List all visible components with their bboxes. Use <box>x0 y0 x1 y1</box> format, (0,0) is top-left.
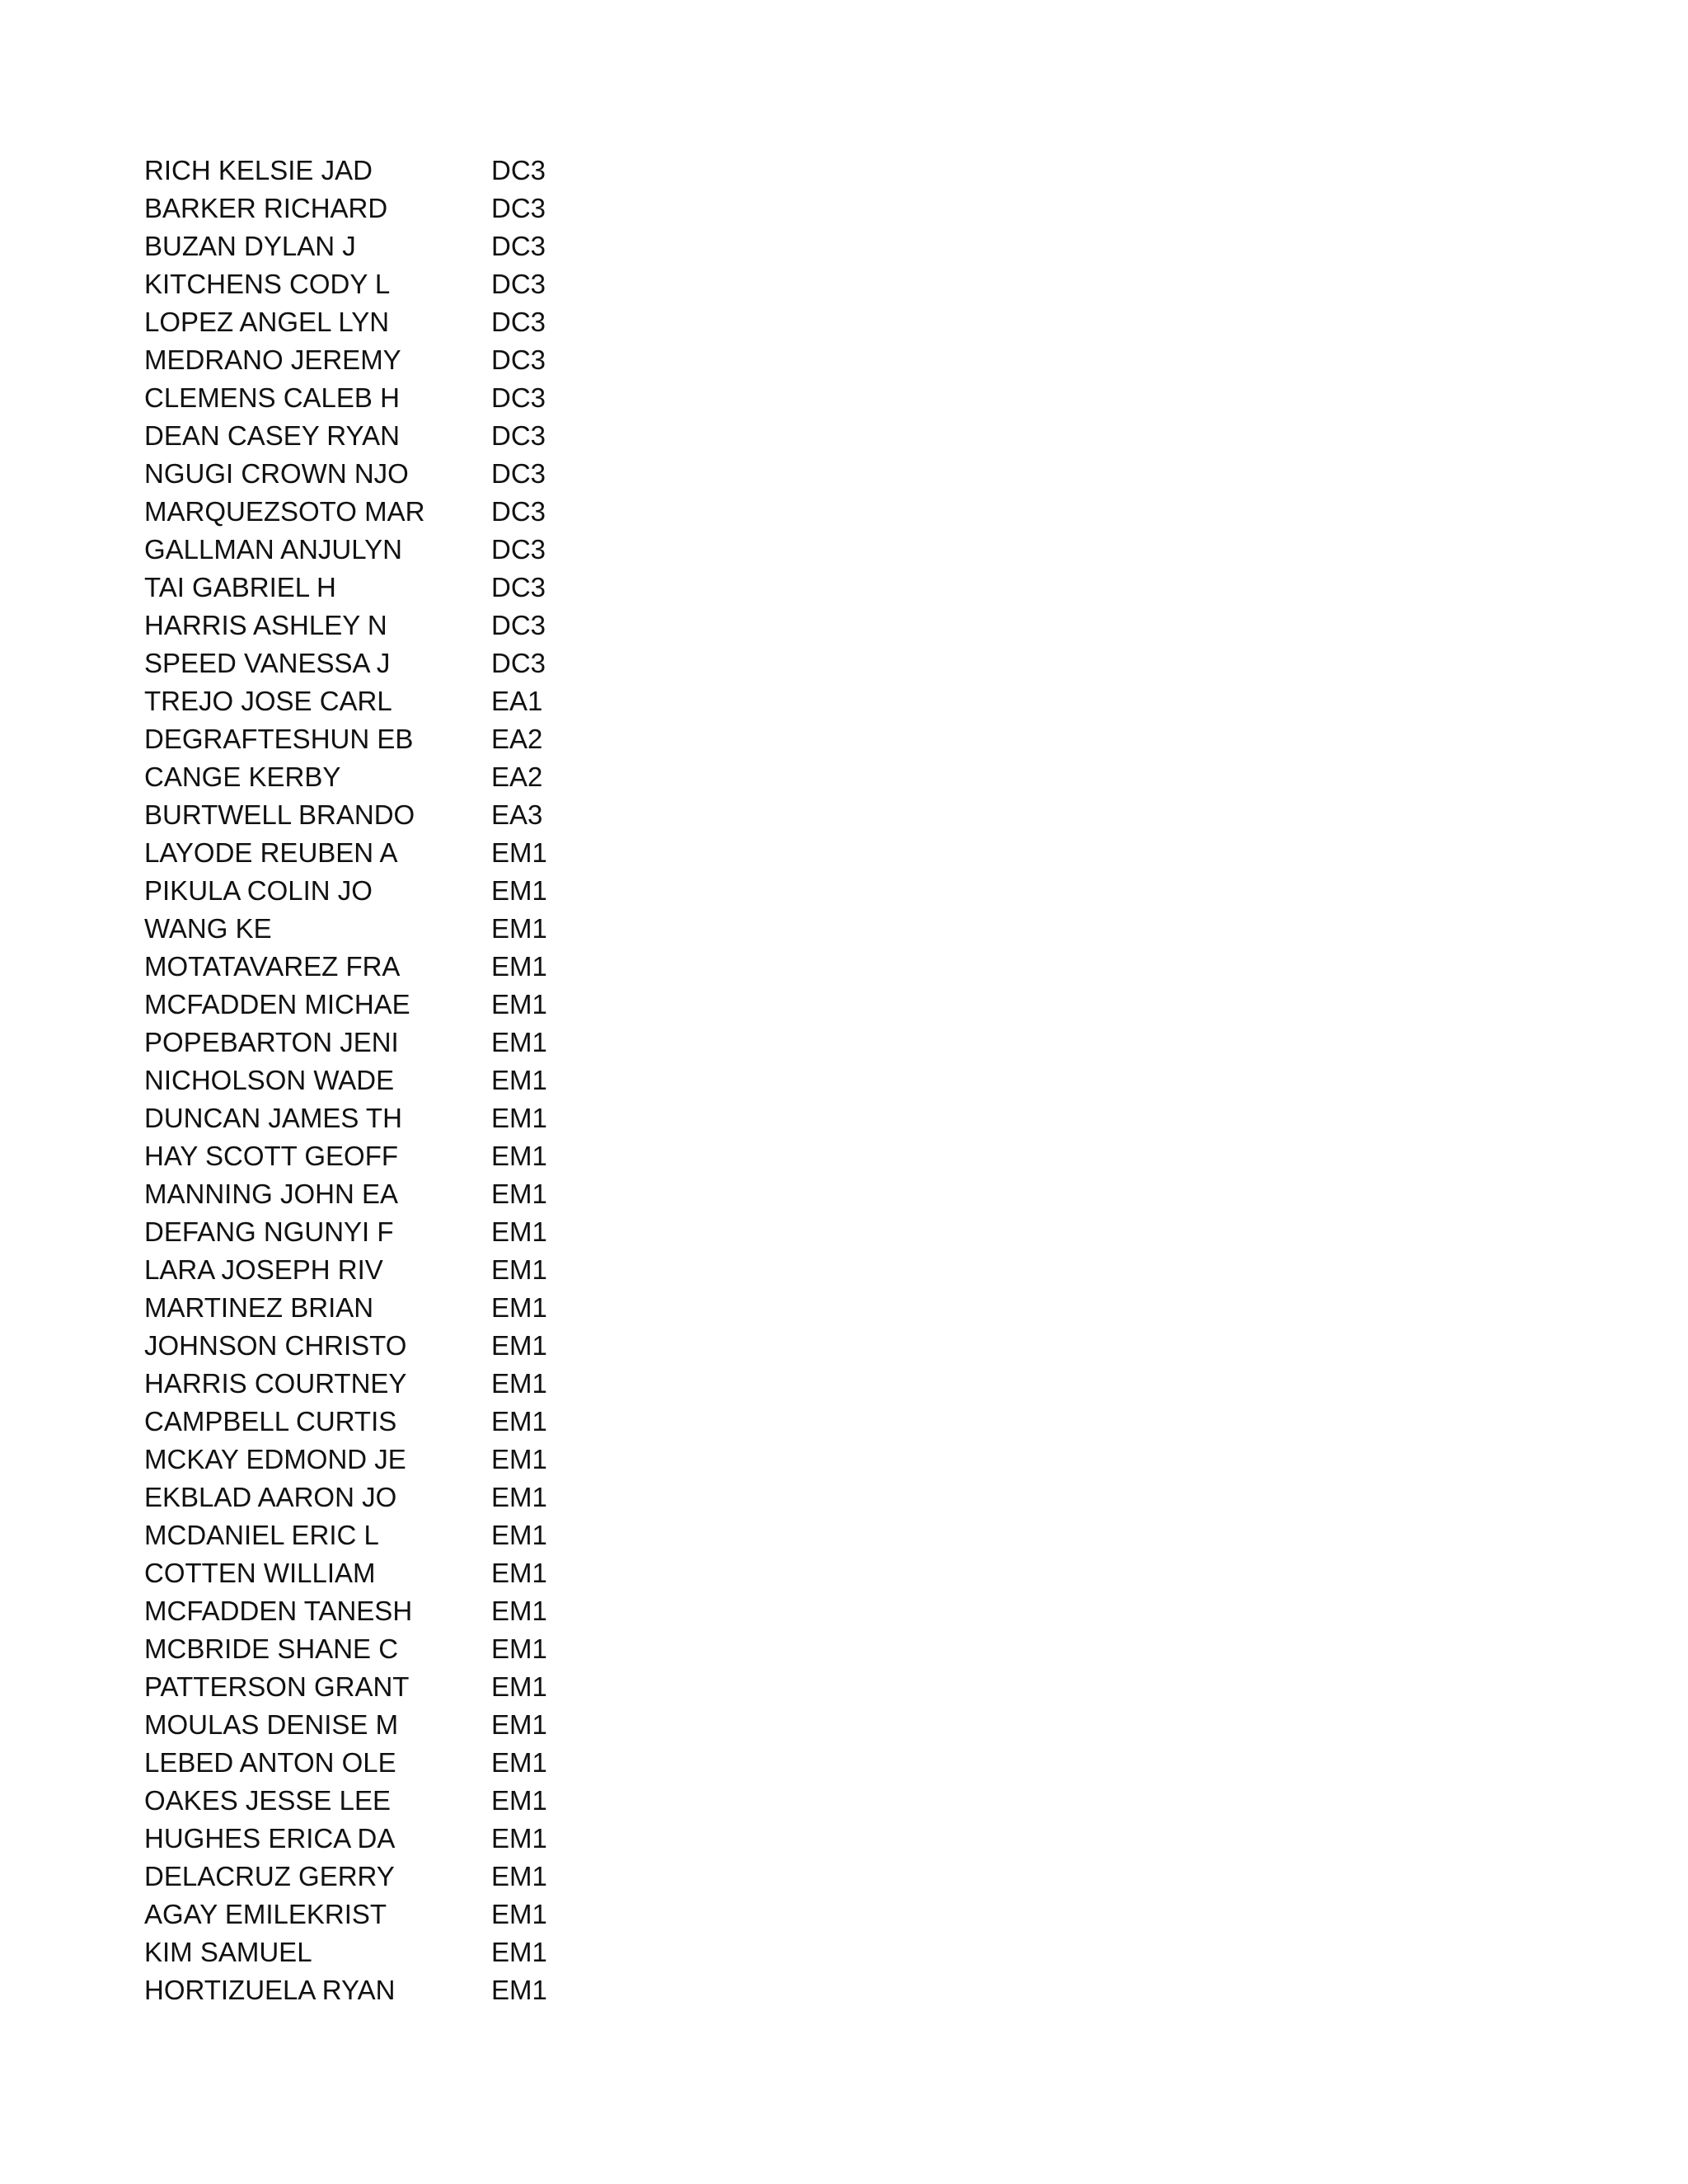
roster-row <box>144 1554 639 1592</box>
roster-code: DC3 <box>491 231 546 261</box>
roster-row <box>144 455 639 493</box>
roster-row <box>144 1175 639 1213</box>
roster-row <box>144 1441 639 1479</box>
roster-row <box>144 152 639 190</box>
roster-code: EM1 <box>491 1368 547 1399</box>
roster-code: EM1 <box>491 1861 547 1891</box>
roster-name: MCDANIEL ERIC L <box>144 1520 379 1550</box>
roster-name: HARRIS COURTNEY <box>144 1368 407 1399</box>
roster-row <box>144 1706 639 1744</box>
roster-code: EM1 <box>491 1027 547 1057</box>
roster-code: EM1 <box>491 837 547 868</box>
roster-name: DEFANG NGUNYI F <box>144 1216 394 1247</box>
roster-name: MARQUEZSOTO MAR <box>144 496 425 527</box>
roster-name: NICHOLSON WADE <box>144 1065 395 1095</box>
roster-row <box>144 569 639 607</box>
roster-name: COTTEN WILLIAM <box>144 1558 376 1588</box>
roster-code: DC3 <box>491 534 546 565</box>
roster-name: HAY SCOTT GEOFF <box>144 1141 399 1171</box>
roster-row <box>144 1820 639 1858</box>
roster-name: BUZAN DYLAN J <box>144 231 356 261</box>
roster-row <box>144 682 639 720</box>
roster-row <box>144 1213 639 1251</box>
roster-row <box>144 834 639 872</box>
roster-name: HORTIZUELA RYAN <box>144 1975 396 2005</box>
roster-name: KIM SAMUEL <box>144 1937 312 1967</box>
roster-name: MEDRANO JEREMY <box>144 344 401 375</box>
roster-code: DC3 <box>491 420 546 451</box>
roster-name: LARA JOSEPH RIV <box>144 1254 383 1285</box>
roster-name: MOTATAVAREZ FRA <box>144 951 401 982</box>
roster-row <box>144 1516 639 1554</box>
roster-code: EA1 <box>491 686 543 716</box>
roster-name: MOULAS DENISE M <box>144 1709 399 1740</box>
roster-row <box>144 265 639 303</box>
roster-code: EM1 <box>491 1065 547 1095</box>
roster-code: EA2 <box>491 724 543 754</box>
roster-row <box>144 607 639 644</box>
roster-row <box>144 1592 639 1630</box>
roster-row <box>144 1933 639 1971</box>
roster-code: EM1 <box>491 913 547 944</box>
roster-name: POPEBARTON JENI <box>144 1027 399 1057</box>
roster-name: PIKULA COLIN JO <box>144 875 373 906</box>
roster-name: CAMPBELL CURTIS <box>144 1406 397 1436</box>
roster-row <box>144 1668 639 1706</box>
roster-code: EM1 <box>491 1292 547 1323</box>
roster-code: EM1 <box>491 1899 547 1929</box>
roster-row <box>144 379 639 417</box>
roster-row <box>144 1365 639 1403</box>
roster-code: EM1 <box>491 1747 547 1778</box>
roster-name: BARKER RICHARD <box>144 193 388 223</box>
roster-code: DC3 <box>491 382 546 413</box>
roster-code: EM1 <box>491 1709 547 1740</box>
roster-name: TREJO JOSE CARL <box>144 686 392 716</box>
roster-row <box>144 1289 639 1327</box>
roster-code: DC3 <box>491 344 546 375</box>
roster-code: EA3 <box>491 799 543 830</box>
roster-code: EM1 <box>491 1141 547 1171</box>
roster-name: BURTWELL BRANDO <box>144 799 415 830</box>
roster-row <box>144 948 639 986</box>
roster-name: EKBLAD AARON JO <box>144 1482 397 1512</box>
roster-row <box>144 190 639 227</box>
roster-name: HARRIS ASHLEY N <box>144 610 387 640</box>
roster-row <box>144 1971 639 2009</box>
roster-row <box>144 1327 639 1365</box>
roster-code: EM1 <box>491 1179 547 1209</box>
roster-code: DC3 <box>491 155 546 185</box>
roster-name: TAI GABRIEL H <box>144 572 336 602</box>
roster-list <box>144 152 639 2009</box>
roster-name: CLEMENS CALEB H <box>144 382 400 413</box>
roster-row <box>144 303 639 341</box>
roster-code: EM1 <box>491 1482 547 1512</box>
roster-name: GALLMAN ANJULYN <box>144 534 402 565</box>
roster-code: EM1 <box>491 1937 547 1967</box>
roster-code: EM1 <box>491 1596 547 1626</box>
roster-name: SPEED VANESSA J <box>144 648 391 678</box>
roster-code: EM1 <box>491 1216 547 1247</box>
roster-name: MCFADDEN TANESH <box>144 1596 413 1626</box>
roster-code: EM1 <box>491 1823 547 1854</box>
roster-code: EA2 <box>491 762 543 792</box>
roster-code: EM1 <box>491 1330 547 1361</box>
roster-name: MCFADDEN MICHAE <box>144 989 410 1019</box>
roster-row <box>144 227 639 265</box>
roster-name: PATTERSON GRANT <box>144 1671 410 1702</box>
roster-row <box>144 1251 639 1289</box>
roster-name: HUGHES ERICA DA <box>144 1823 396 1854</box>
roster-row <box>144 1062 639 1099</box>
roster-row <box>144 1137 639 1175</box>
roster-name: MARTINEZ BRIAN <box>144 1292 374 1323</box>
roster-code: DC3 <box>491 496 546 527</box>
roster-name: LOPEZ ANGEL LYN <box>144 307 390 337</box>
roster-name: AGAY EMILEKRIST <box>144 1899 387 1929</box>
roster-code: EM1 <box>491 1785 547 1816</box>
roster-row <box>144 1024 639 1062</box>
roster-row <box>144 910 639 948</box>
roster-code: DC3 <box>491 572 546 602</box>
roster-row <box>144 758 639 796</box>
roster-name: WANG KE <box>144 913 272 944</box>
roster-code: EM1 <box>491 1406 547 1436</box>
roster-row <box>144 986 639 1024</box>
roster-row <box>144 1744 639 1782</box>
roster-row <box>144 1099 639 1137</box>
roster-code: EM1 <box>491 1633 547 1664</box>
roster-code: DC3 <box>491 307 546 337</box>
roster-name: LEBED ANTON OLE <box>144 1747 396 1778</box>
roster-name: DEAN CASEY RYAN <box>144 420 400 451</box>
roster-code: EM1 <box>491 1975 547 2005</box>
roster-row <box>144 417 639 455</box>
roster-name: MANNING JOHN EA <box>144 1179 399 1209</box>
roster-code: DC3 <box>491 193 546 223</box>
roster-name: MCBRIDE SHANE C <box>144 1633 399 1664</box>
roster-code: EM1 <box>491 989 547 1019</box>
roster-row <box>144 531 639 569</box>
roster-name: DUNCAN JAMES TH <box>144 1103 402 1133</box>
roster-code: DC3 <box>491 610 546 640</box>
roster-name: DEGRAFTESHUN EB <box>144 724 414 754</box>
roster-name: MCKAY EDMOND JE <box>144 1444 406 1474</box>
roster-row <box>144 720 639 758</box>
roster-code: EM1 <box>491 1558 547 1588</box>
roster-code: DC3 <box>491 648 546 678</box>
roster-row <box>144 1896 639 1933</box>
roster-name: NGUGI CROWN NJO <box>144 458 409 489</box>
roster-row <box>144 1403 639 1441</box>
roster-code: EM1 <box>491 951 547 982</box>
roster-name: LAYODE REUBEN A <box>144 837 398 868</box>
roster-name: KITCHENS CODY L <box>144 269 391 299</box>
roster-row <box>144 493 639 531</box>
roster-row <box>144 872 639 910</box>
roster-code: EM1 <box>491 1444 547 1474</box>
roster-code: EM1 <box>491 1671 547 1702</box>
roster-row <box>144 796 639 834</box>
roster-code: DC3 <box>491 458 546 489</box>
roster-row <box>144 1630 639 1668</box>
roster-code: EM1 <box>491 1103 547 1133</box>
roster-row <box>144 1858 639 1896</box>
roster-name: RICH KELSIE JAD <box>144 155 373 185</box>
roster-code: EM1 <box>491 1520 547 1550</box>
roster-name: DELACRUZ GERRY <box>144 1861 395 1891</box>
roster-code: EM1 <box>491 875 547 906</box>
roster-name: CANGE KERBY <box>144 762 341 792</box>
roster-code: DC3 <box>491 269 546 299</box>
roster-name: JOHNSON CHRISTO <box>144 1330 407 1361</box>
roster-row <box>144 1782 639 1820</box>
roster-row <box>144 644 639 682</box>
roster-code: EM1 <box>491 1254 547 1285</box>
roster-row <box>144 1479 639 1516</box>
roster-name: OAKES JESSE LEE <box>144 1785 391 1816</box>
roster-row <box>144 341 639 379</box>
